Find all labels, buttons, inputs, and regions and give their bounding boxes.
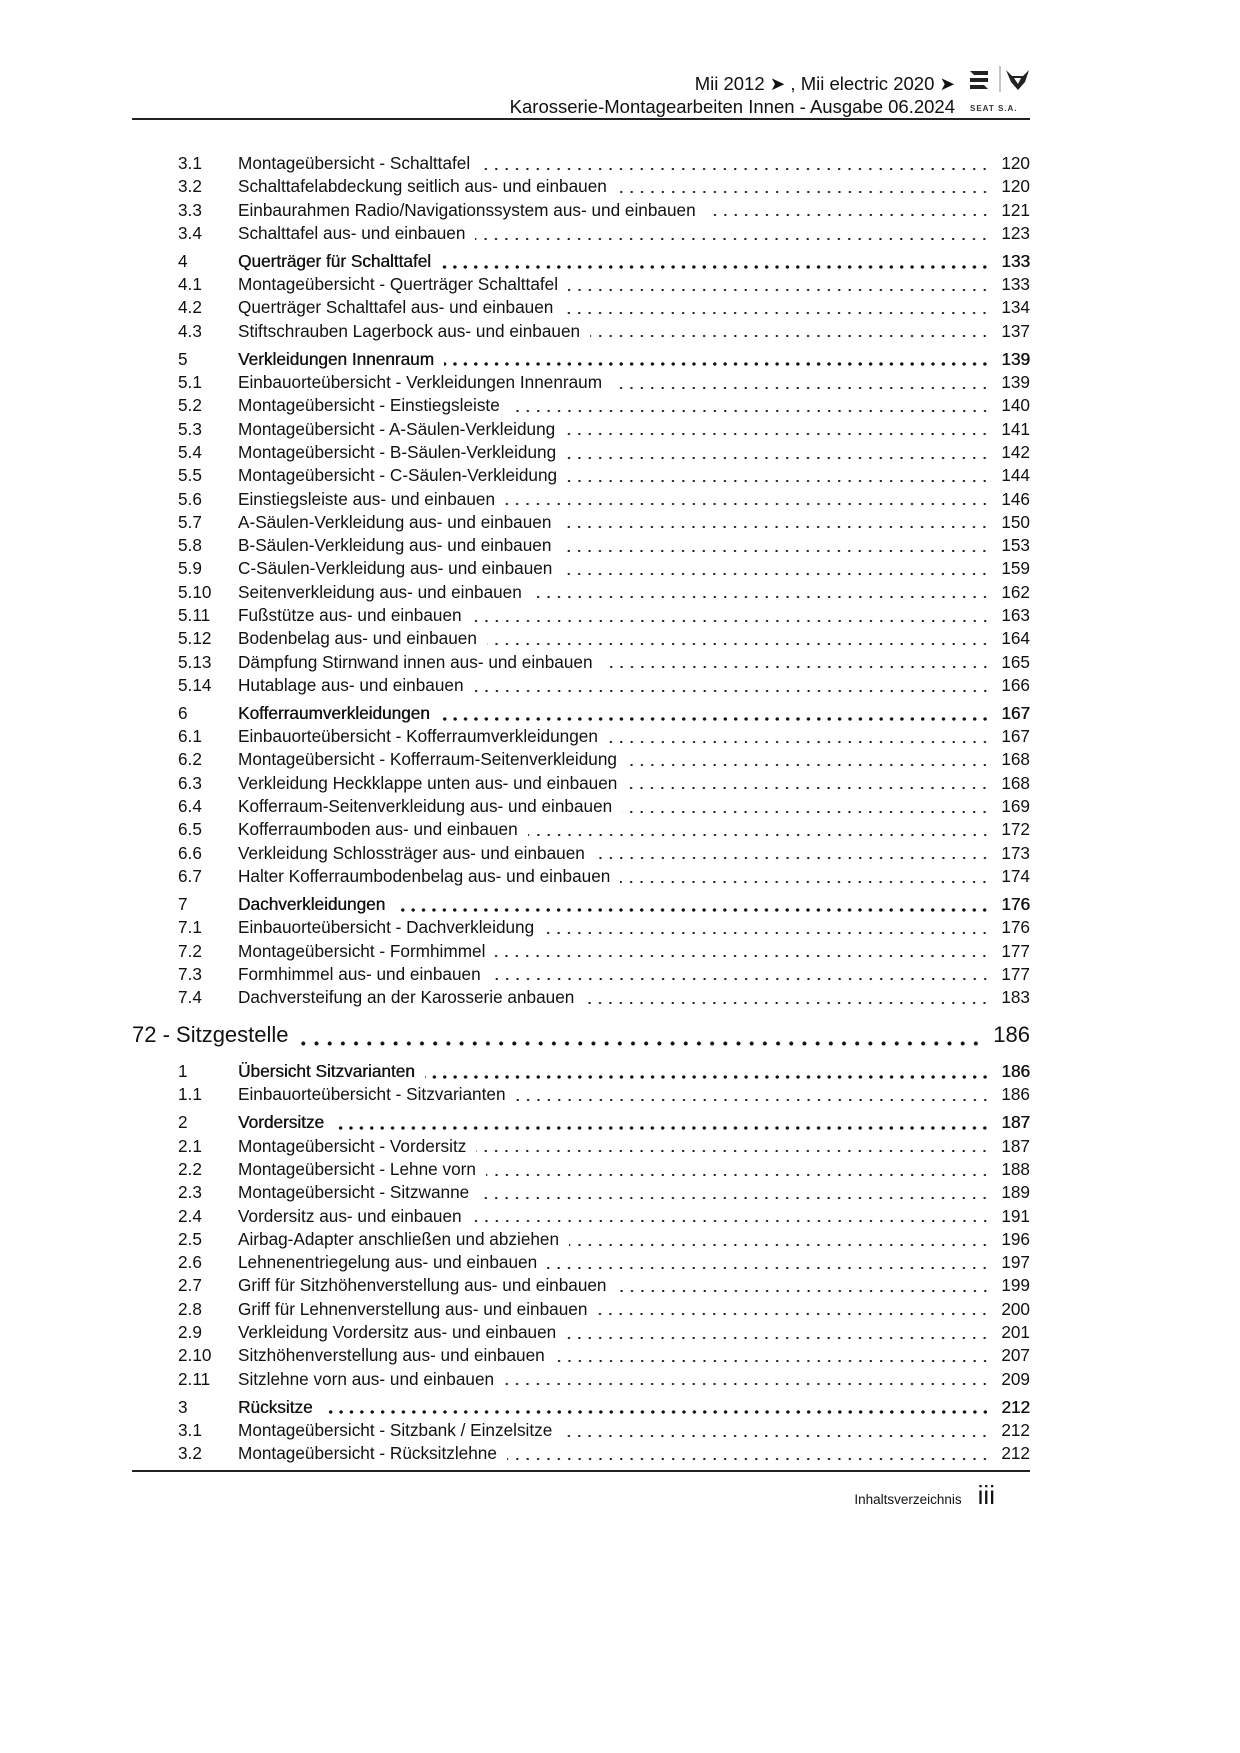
dot-leader: [622, 810, 990, 814]
entry-title[interactable]: C-Säulen-Verkleidung aus- und einbauen: [238, 558, 553, 579]
entry-page: 186: [1001, 1084, 1030, 1105]
toc-entry[interactable]: [132, 652, 1030, 675]
dot-leader: [472, 1219, 990, 1223]
entry-number: 2.9: [178, 1322, 202, 1343]
entry-page: 199: [1001, 1275, 1030, 1296]
entry-title[interactable]: Fußstütze aus- und einbauen: [238, 605, 462, 626]
entry-page: 162: [1001, 581, 1030, 602]
toc-entry[interactable]: [132, 1345, 1030, 1368]
entry-number: 2.5: [178, 1228, 202, 1249]
toc-entry[interactable]: [132, 200, 1030, 223]
toc-entry[interactable]: [132, 1322, 1030, 1345]
entry-number: 6.7: [178, 865, 202, 886]
dot-leader: [299, 1041, 982, 1046]
entry-title[interactable]: Dämpfung Stirnwand innen aus- und einbauen: [238, 651, 593, 672]
entry-title[interactable]: Montageübersicht - Einstiegsleiste: [238, 395, 500, 416]
toc-entry[interactable]: [132, 176, 1030, 199]
entry-title[interactable]: Dachverkleidungen: [238, 893, 386, 914]
dot-leader: [441, 265, 990, 269]
dot-leader: [627, 763, 990, 767]
entry-page: 209: [1001, 1368, 1030, 1389]
entry-number: 5.10: [178, 581, 212, 602]
entry-title[interactable]: Halter Kofferraumbodenbelag aus- und einbauen: [238, 865, 611, 886]
entry-title[interactable]: Verkleidung Schlossträger aus- und einbauen: [238, 842, 585, 863]
dot-leader: [425, 1075, 990, 1079]
toc-entry[interactable]: [132, 1275, 1030, 1298]
toc-entry[interactable]: [132, 321, 1030, 344]
entry-page: 212: [1001, 1419, 1030, 1440]
toc-section[interactable]: [132, 349, 1030, 372]
entry-number: 5.2: [178, 395, 202, 416]
toc-entry[interactable]: [132, 843, 1030, 866]
toc-entry[interactable]: [132, 535, 1030, 558]
toc-entry[interactable]: [132, 605, 1030, 628]
dot-leader: [444, 362, 990, 366]
entry-title[interactable]: Einbauorteübersicht - Kofferraumverkleidungen: [238, 726, 598, 747]
toc-entry[interactable]: [132, 558, 1030, 581]
entry-title[interactable]: Formhimmel aus- und einbauen: [238, 963, 481, 984]
toc-entry[interactable]: [132, 395, 1030, 418]
entry-number: 5.11: [178, 605, 211, 626]
toc-entry[interactable]: [132, 1206, 1030, 1229]
entry-number: 6.6: [178, 842, 202, 863]
entry-number: 5.6: [178, 488, 202, 509]
dot-leader: [566, 1336, 990, 1340]
entry-page: 166: [1001, 674, 1030, 695]
dot-leader: [590, 334, 990, 338]
entry-title[interactable]: Verkleidung Heckklappe unten aus- und einbauen: [238, 772, 618, 793]
dot-leader: [584, 1001, 990, 1005]
dot-leader: [561, 525, 990, 529]
entry-title[interactable]: Montageübersicht - Formhimmel: [238, 940, 486, 961]
entry-page: 137: [1001, 320, 1030, 341]
entry-title[interactable]: Montageübersicht - Rücksitzlehne: [238, 1443, 497, 1464]
entry-page: 144: [1001, 465, 1030, 486]
entry-page: 153: [1001, 535, 1030, 556]
dot-leader: [563, 311, 990, 315]
entry-page: 201: [1001, 1322, 1030, 1343]
entry-title[interactable]: 72 - Sitzgestelle: [132, 1022, 289, 1048]
dot-leader: [565, 432, 990, 436]
entry-title[interactable]: Dachversteifung an der Karosserie anbauen: [238, 987, 575, 1008]
entry-title[interactable]: Bodenbelag aus- und einbauen: [238, 628, 477, 649]
toc-entry[interactable]: [132, 442, 1030, 465]
entry-number: 6: [178, 702, 188, 723]
entry-page: 121: [1001, 199, 1030, 220]
entry-title[interactable]: Kofferraumboden aus- und einbauen: [238, 819, 518, 840]
entry-title[interactable]: Einbauorteübersicht - Sitzvarianten: [238, 1084, 506, 1105]
toc-section[interactable]: [132, 894, 1030, 917]
dot-leader: [567, 479, 990, 483]
dot-leader: [528, 833, 990, 837]
dot-leader: [475, 237, 990, 241]
entry-number: 7: [178, 893, 188, 914]
entry-number: 6.3: [178, 772, 202, 793]
entry-page: 169: [1001, 796, 1030, 817]
dot-leader: [608, 740, 990, 744]
header-manual-title: Karosserie-Montagearbeiten Innen - Ausgabe 06.2024: [509, 96, 955, 117]
dot-leader: [547, 1266, 990, 1270]
dot-leader: [395, 908, 990, 912]
dot-leader: [487, 642, 990, 646]
entry-title[interactable]: Montageübersicht - Kofferraum-Seitenverkleidung: [238, 749, 617, 770]
dot-leader: [597, 1312, 990, 1316]
entry-number: 5.4: [178, 441, 202, 462]
seat-logo-icon: [968, 66, 1032, 102]
entry-number: 2.11: [178, 1368, 211, 1389]
entry-page: 207: [1001, 1345, 1030, 1366]
entry-page: 191: [1001, 1205, 1030, 1226]
toc-entry[interactable]: [132, 1443, 1030, 1466]
entry-page: 142: [1001, 441, 1030, 462]
entry-title[interactable]: Stiftschrauben Lagerbock aus- und einbauen: [238, 320, 581, 341]
entry-number: 1: [178, 1061, 188, 1082]
entry-number: 5.5: [178, 465, 202, 486]
header-rule: [132, 118, 1030, 120]
dot-leader: [504, 1382, 990, 1386]
entry-title[interactable]: Montageübersicht - Schalttafel: [238, 153, 471, 173]
entry-page: 186: [1001, 1061, 1030, 1082]
entry-title[interactable]: Sitzhöhenverstellung aus- und einbauen: [238, 1345, 545, 1366]
toc-entry[interactable]: [132, 819, 1030, 842]
dot-leader: [495, 954, 990, 958]
toc-entry[interactable]: [132, 582, 1030, 605]
dot-leader: [561, 549, 990, 553]
entry-title[interactable]: A-Säulen-Verkleidung aus- und einbauen: [238, 511, 552, 532]
dot-leader: [505, 502, 990, 506]
dot-leader: [562, 1434, 990, 1438]
entry-number: 7.1: [178, 917, 202, 938]
dot-leader: [617, 190, 990, 194]
toc-entry[interactable]: [132, 941, 1030, 964]
toc-entry[interactable]: [132, 419, 1030, 442]
entry-page: 120: [1001, 176, 1030, 197]
entry-number: 6.5: [178, 819, 202, 840]
entry-page: 197: [1001, 1252, 1030, 1273]
dot-leader: [595, 856, 990, 860]
toc-section[interactable]: [132, 1397, 1030, 1420]
dot-leader: [486, 1173, 990, 1177]
entry-page: 167: [1001, 726, 1030, 747]
entry-title[interactable]: Montageübersicht - Vordersitz: [238, 1135, 467, 1156]
entry-title[interactable]: Einbaurahmen Radio/Navigationssystem aus- und einbauen: [238, 199, 696, 220]
entry-page: 183: [1001, 987, 1030, 1008]
entry-title[interactable]: Montageübersicht - A-Säulen-Verkleidung: [238, 418, 556, 439]
entry-number: 2.6: [178, 1252, 202, 1273]
dot-leader: [706, 213, 990, 217]
entry-number: 6.1: [178, 726, 202, 747]
page-footer: [854, 1480, 995, 1511]
entry-number: 3.2: [178, 176, 202, 197]
dot-leader: [507, 1457, 990, 1461]
entry-page: 188: [1001, 1159, 1030, 1179]
entry-page: 177: [1001, 940, 1030, 961]
toc-entry[interactable]: [132, 512, 1030, 535]
entry-title[interactable]: Montageübersicht - B-Säulen-Verkleidung: [238, 441, 557, 462]
entry-number: 2.1: [178, 1135, 202, 1156]
entry-number: 4.2: [178, 297, 202, 318]
entry-number: 2.7: [178, 1275, 202, 1296]
toc-entry[interactable]: [132, 1229, 1030, 1252]
entry-title[interactable]: Vordersitze: [238, 1112, 324, 1133]
dot-leader: [516, 1098, 990, 1102]
entry-page: 140: [1001, 395, 1030, 416]
entry-number: 2.4: [178, 1205, 202, 1226]
footer-section-label: Inhaltsverzeichnis: [854, 1492, 962, 1507]
toc-entry[interactable]: [132, 917, 1030, 940]
entry-number: 5.7: [178, 511, 202, 532]
entry-page: 133: [1001, 274, 1030, 295]
entry-title[interactable]: Montageübersicht - Sitzbank / Einzelsitze: [238, 1419, 553, 1440]
entry-page: 186: [993, 1022, 1030, 1048]
toc-section[interactable]: [132, 1061, 1030, 1084]
toc-entry[interactable]: [132, 274, 1030, 297]
entry-number: 3: [178, 1396, 188, 1417]
entry-page: 164: [1001, 628, 1030, 649]
seat-cupra-logo: [968, 66, 1032, 112]
page-header: [510, 72, 955, 118]
toc-entry[interactable]: [132, 465, 1030, 488]
toc-section[interactable]: [132, 703, 1030, 726]
toc-entry[interactable]: [132, 726, 1030, 749]
entry-page: 165: [1001, 651, 1030, 672]
toc-section[interactable]: [132, 1112, 1030, 1135]
entry-number: 7.2: [178, 940, 202, 961]
entry-page: 168: [1001, 772, 1030, 793]
entry-title[interactable]: Montageübersicht - Sitzwanne: [238, 1182, 470, 1203]
toc-entry[interactable]: [132, 675, 1030, 698]
entry-number: 2.8: [178, 1298, 202, 1319]
entry-number: 3.1: [178, 153, 202, 173]
dot-leader: [566, 456, 990, 460]
entry-title[interactable]: Sitzlehne vorn aus- und einbauen: [238, 1368, 495, 1389]
entry-page: 139: [1001, 372, 1030, 393]
toc-entry[interactable]: [132, 987, 1030, 1010]
dot-leader: [620, 880, 990, 884]
entry-number: 5: [178, 348, 188, 369]
dot-leader: [334, 1126, 990, 1130]
dot-leader: [479, 1196, 990, 1200]
entry-page: 173: [1001, 842, 1030, 863]
toc-section[interactable]: [132, 251, 1030, 274]
entry-page: 176: [1001, 893, 1030, 914]
entry-page: 141: [1001, 418, 1030, 439]
dot-leader: [544, 931, 990, 935]
entry-page: 146: [1001, 488, 1030, 509]
page-number: iii: [977, 1480, 995, 1510]
entry-page: 120: [1001, 153, 1030, 173]
toc-entry[interactable]: [132, 1084, 1030, 1107]
toc-entry[interactable]: [132, 964, 1030, 987]
entry-title[interactable]: Einstiegsleiste aus- und einbauen: [238, 488, 496, 509]
entry-page: 189: [1001, 1182, 1030, 1203]
dot-leader: [612, 386, 990, 390]
toc-entry[interactable]: [132, 1159, 1030, 1182]
toc-entry[interactable]: [132, 489, 1030, 512]
entry-number: 5.14: [178, 674, 212, 695]
entry-title[interactable]: Schalttafelabdeckung seitlich aus- und einbauen: [238, 176, 607, 197]
dot-leader: [323, 1410, 991, 1414]
toc-entry[interactable]: [132, 773, 1030, 796]
entry-title[interactable]: Vordersitz aus- und einbauen: [238, 1205, 462, 1226]
entry-number: 6.4: [178, 796, 202, 817]
toc-entry[interactable]: [132, 1369, 1030, 1392]
entry-page: 167: [1001, 702, 1030, 723]
table-of-contents: [132, 153, 1030, 1467]
toc-entry[interactable]: [132, 749, 1030, 772]
dot-leader: [472, 619, 990, 623]
entry-number: 5.9: [178, 558, 202, 579]
dot-leader: [617, 1289, 991, 1293]
toc-entry[interactable]: [132, 796, 1030, 819]
entry-number: 5.1: [178, 372, 202, 393]
dot-leader: [569, 1243, 990, 1247]
entry-number: 6.2: [178, 749, 202, 770]
entry-number: 5.12: [178, 628, 212, 649]
toc-entry[interactable]: [132, 866, 1030, 889]
entry-number: 5.13: [178, 651, 212, 672]
entry-number: 3.1: [178, 1419, 202, 1440]
entry-title[interactable]: Verkleidungen Innenraum: [238, 348, 434, 369]
entry-title[interactable]: Hutablage aus- und einbauen: [238, 674, 464, 695]
toc-chapter[interactable]: [132, 1022, 1030, 1056]
entry-title[interactable]: Kofferraum-Seitenverkleidung aus- und einbauen: [238, 796, 613, 817]
entry-title[interactable]: Griff für Sitzhöhenverstellung aus- und einbauen: [238, 1275, 607, 1296]
toc-entry[interactable]: [132, 223, 1030, 246]
entry-title[interactable]: Montageübersicht - C-Säulen-Verkleidung: [238, 465, 558, 486]
entry-number: 4: [178, 250, 188, 271]
dot-leader: [491, 977, 990, 981]
entry-number: 2.3: [178, 1182, 202, 1203]
entry-number: 7.3: [178, 963, 202, 984]
entry-page: 172: [1001, 819, 1030, 840]
entry-number: 2.10: [178, 1345, 212, 1366]
entry-number: 3.3: [178, 199, 202, 220]
entry-title[interactable]: Übersicht Sitzvarianten: [238, 1061, 415, 1082]
toc-entry[interactable]: [132, 1420, 1030, 1443]
toc-entry[interactable]: [132, 1252, 1030, 1275]
entry-page: 168: [1001, 749, 1030, 770]
entry-number: 2.2: [178, 1159, 202, 1179]
entry-title[interactable]: Seitenverkleidung aus- und einbauen: [238, 581, 522, 602]
entry-page: 134: [1001, 297, 1030, 318]
entry-title[interactable]: Schalttafel aus- und einbauen: [238, 222, 466, 243]
dot-leader: [568, 288, 990, 292]
entry-title[interactable]: B-Säulen-Verkleidung aus- und einbauen: [238, 535, 552, 556]
entry-number: 3.2: [178, 1443, 202, 1464]
entry-title[interactable]: Montageübersicht - Querträger Schalttafel: [238, 274, 559, 295]
toc-entry[interactable]: [132, 372, 1030, 395]
dot-leader: [627, 786, 990, 790]
toc-entry[interactable]: [132, 153, 1030, 176]
entry-title[interactable]: Griff für Lehnenverstellung aus- und einbauen: [238, 1298, 588, 1319]
entry-number: 5.8: [178, 535, 202, 556]
dot-leader: [555, 1359, 990, 1363]
entry-title[interactable]: Rücksitze: [238, 1396, 313, 1417]
entry-page: 187: [1001, 1135, 1030, 1156]
entry-page: 123: [1001, 222, 1030, 243]
entry-page: 174: [1001, 865, 1030, 886]
header-model-line: Mii 2012 ➤ , Mii electric 2020 ➤: [694, 73, 955, 94]
entry-page: 200: [1001, 1298, 1030, 1319]
entry-number: 4.1: [178, 274, 202, 295]
entry-page: 212: [1001, 1396, 1030, 1417]
entry-page: 133: [1001, 250, 1030, 271]
entry-page: 159: [1001, 558, 1030, 579]
toc-entry[interactable]: [132, 1136, 1030, 1159]
dot-leader: [474, 689, 990, 693]
dot-leader: [510, 409, 990, 413]
dot-leader: [476, 1149, 990, 1153]
toc-entry[interactable]: [132, 1182, 1030, 1205]
toc-entry[interactable]: [132, 1299, 1030, 1322]
entry-title[interactable]: Querträger für Schalttafel: [238, 250, 431, 271]
footer-rule: [132, 1470, 1030, 1472]
entry-page: 150: [1001, 511, 1030, 532]
dot-leader: [440, 717, 990, 721]
toc-entry[interactable]: [132, 297, 1030, 320]
entry-title[interactable]: Einbauorteübersicht - Verkleidungen Innenraum: [238, 372, 603, 393]
entry-title[interactable]: Airbag-Adapter anschließen und abziehen: [238, 1228, 560, 1249]
entry-title[interactable]: Kofferraumverkleidungen: [238, 702, 430, 723]
dot-leader: [562, 572, 990, 576]
dot-leader: [480, 167, 990, 171]
logo-caption: SEAT S.A.: [970, 104, 1018, 113]
entry-page: 177: [1001, 963, 1030, 984]
entry-page: 163: [1001, 605, 1030, 626]
entry-number: 7.4: [178, 987, 202, 1008]
entry-page: 212: [1001, 1443, 1030, 1464]
entry-number: 4.3: [178, 320, 202, 341]
dot-leader: [532, 595, 990, 599]
entry-page: 176: [1001, 917, 1030, 938]
entry-page: 139: [1001, 348, 1030, 369]
entry-page: 196: [1001, 1228, 1030, 1249]
entry-number: 5.3: [178, 418, 202, 439]
toc-entry[interactable]: [132, 628, 1030, 651]
entry-page: 187: [1001, 1112, 1030, 1133]
entry-number: 2: [178, 1112, 188, 1133]
entry-title[interactable]: Lehnenentriegelung aus- und einbauen: [238, 1252, 538, 1273]
entry-title[interactable]: Querträger Schalttafel aus- und einbauen: [238, 297, 554, 318]
entry-title[interactable]: Montageübersicht - Lehne vorn: [238, 1159, 476, 1179]
dot-leader: [603, 665, 990, 669]
entry-number: 1.1: [178, 1084, 202, 1105]
entry-title[interactable]: Verkleidung Vordersitz aus- und einbauen: [238, 1322, 557, 1343]
entry-title[interactable]: Einbauorteübersicht - Dachverkleidung: [238, 917, 535, 938]
entry-number: 3.4: [178, 222, 202, 243]
